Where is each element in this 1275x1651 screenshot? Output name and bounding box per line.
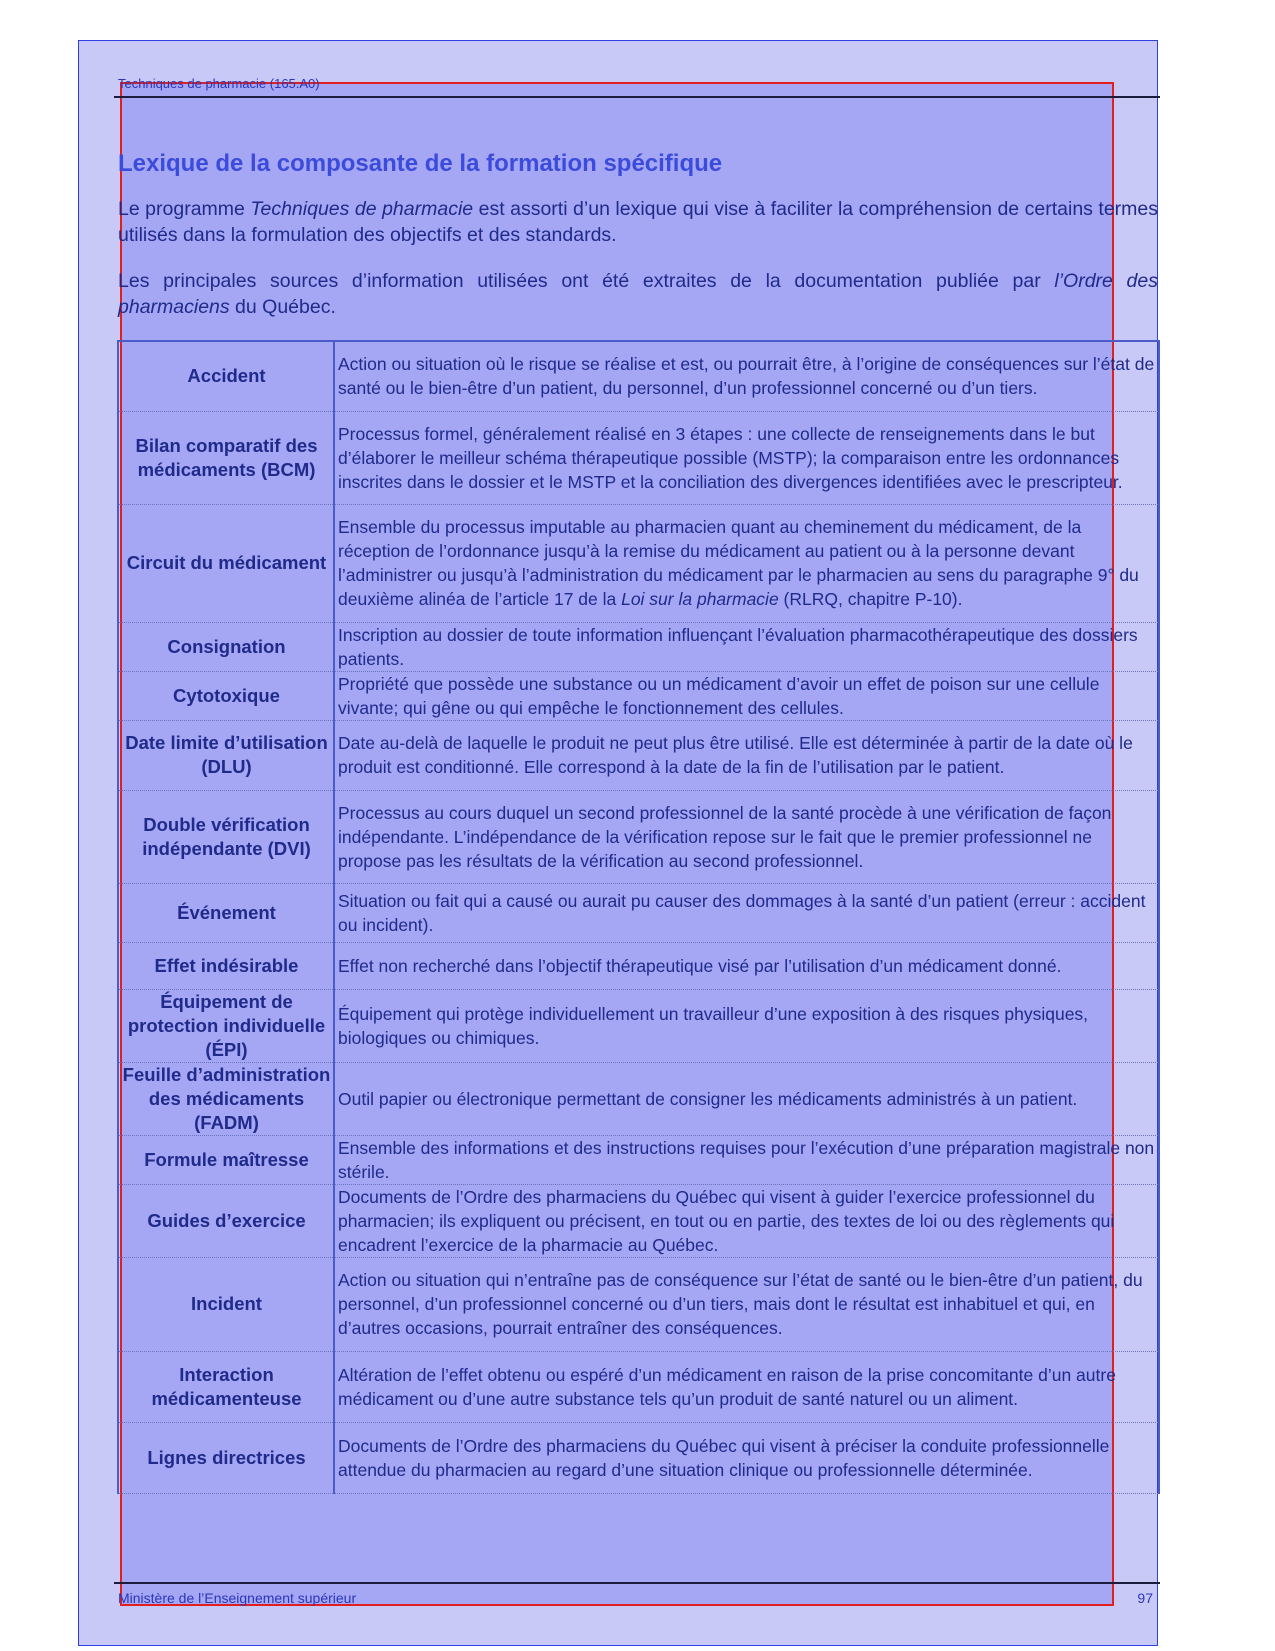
intro-p1-text-b: est assorti d’un lexique qui vise à faciliter la compréhension de certains termes utilisés dans la formulation des objectifs et des standards. bbox=[118, 198, 1158, 246]
lexicon-term: Bilan comparatif des médicaments (BCM) bbox=[118, 411, 334, 504]
intro-p1-text-a: Le programme bbox=[118, 198, 251, 220]
lexicon-term: Équipement de protection individuelle (ÉPI) bbox=[118, 989, 334, 1062]
lexicon-definition: Action ou situation où le risque se réalise et est, ou pourrait être, à l’origine de conséquences sur l’état de santé ou le bien-être d’un patient, du personnel, d’un professionnel concerné ou d’un tiers. bbox=[334, 341, 1159, 411]
lexicon-definition: Ensemble des informations et des instructions requises pour l’exécution d’une préparation magistrale non stérile. bbox=[334, 1135, 1159, 1184]
lexicon-definition: Outil papier ou électronique permettant de consigner les médicaments administrés à un patient. bbox=[334, 1062, 1159, 1135]
lexicon-row bbox=[118, 989, 1159, 1062]
lexicon-definition: Documents de l’Ordre des pharmaciens du Québec qui visent à guider l’exercice professionnel du pharmacien; ils expliquent ou précisent, en tout ou en partie, des textes de loi ou des règlements qui encadrent l’exercice de la pharmacie au Québec. bbox=[334, 1184, 1159, 1257]
lexicon-row bbox=[118, 1184, 1159, 1257]
intro-paragraph-2 bbox=[118, 268, 1158, 320]
footer-ministry: Ministère de l’Enseignement supérieur bbox=[118, 1590, 357, 1606]
lexicon-definition: Équipement qui protège individuellement un travailleur d’une exposition à des risques physiques, biologiques ou chimiques. bbox=[334, 989, 1159, 1062]
definition-text-after: (RLRQ, chapitre P-10). bbox=[778, 589, 963, 609]
lexicon-definition: Date au-delà de laquelle le produit ne peut plus être utilisé. Elle est déterminée à partir de la date où le produit est conditionné. Elle correspond à la date de la fin de l’utilisation par le patient. bbox=[334, 720, 1159, 790]
lexicon-term: Guides d’exercice bbox=[118, 1184, 334, 1257]
lexicon-row bbox=[118, 671, 1159, 720]
lexicon-row bbox=[118, 504, 1159, 622]
lexicon-row bbox=[118, 883, 1159, 942]
lexicon-row bbox=[118, 1135, 1159, 1184]
intro-paragraph-1 bbox=[118, 196, 1158, 248]
lexicon-row bbox=[118, 341, 1159, 411]
intro-p2-text-b: du Québec. bbox=[229, 296, 336, 318]
lexicon-definition: Processus au cours duquel un second professionnel de la santé procède à une vérification de façon indépendante. L’indépendance de la vérification repose sur le fait que le premier professionnel ne propose pas les résultats de la vérification au second professionnel. bbox=[334, 790, 1159, 883]
lexicon-term: Circuit du médicament bbox=[118, 504, 334, 622]
lexicon-term: Consignation bbox=[118, 622, 334, 671]
header-rule bbox=[114, 96, 1160, 98]
lexicon-definition: Processus formel, généralement réalisé en 3 étapes : une collecte de renseignements dans le but d’élaborer le meilleur schéma thérapeutique possible (MSTP); la comparaison entre les ordonnances inscrites dans le dossier et le MSTP et la conciliation des divergences identifiées avec le prescripteur. bbox=[334, 411, 1159, 504]
lexicon-term: Double vérification indépendante (DVI) bbox=[118, 790, 334, 883]
lexicon-term: Effet indésirable bbox=[118, 942, 334, 989]
lexicon-table bbox=[117, 340, 1160, 1494]
lexicon-definition: Situation ou fait qui a causé ou aurait pu causer des dommages à la santé d’un patient (erreur : accident ou incident). bbox=[334, 883, 1159, 942]
lexicon-definition: Effet non recherché dans l’objectif thérapeutique visé par l’utilisation d’un médicament donné. bbox=[334, 942, 1159, 989]
lexicon-term: Formule maîtresse bbox=[118, 1135, 334, 1184]
lexicon-term: Accident bbox=[118, 341, 334, 411]
footer-rule bbox=[114, 1582, 1160, 1584]
definition-italic: Loi sur la pharmacie bbox=[621, 589, 779, 609]
lexicon-row bbox=[118, 1062, 1159, 1135]
lexicon-row bbox=[118, 1422, 1159, 1493]
lexicon-definition: Propriété que possède une substance ou un médicament d’avoir un effet de poison sur une cellule vivante; qui gêne ou qui empêche le fonctionnement des cellules. bbox=[334, 671, 1159, 720]
lexicon-row bbox=[118, 790, 1159, 883]
lexicon-row bbox=[118, 942, 1159, 989]
intro-p2-italic: l’Ordre des pharmaciens bbox=[118, 270, 1158, 318]
lexicon-row bbox=[118, 411, 1159, 504]
lexicon-row bbox=[118, 720, 1159, 790]
definition-text: Ensemble du processus imputable au pharmacien quant au cheminement du médicament, de la réception de l’ordonnance jusqu’à la remise du médicament au patient ou à la personne devant l’administrer ou jusqu’à l’administration du médicament par le pharmacien au sens du paragraphe 9° du deuxième alinéa de l’article 17 de la bbox=[338, 517, 1139, 609]
lexicon-definition: Altération de l’effet obtenu ou espéré d’un médicament en raison de la prise concomitante d’un autre médicament ou d’une autre substance tels qu’un produit de santé naturel ou un aliment. bbox=[334, 1351, 1159, 1422]
lexicon-row bbox=[118, 1257, 1159, 1351]
intro-p1-italic: Techniques de pharmacie bbox=[250, 198, 474, 220]
lexicon-definition: Inscription au dossier de toute information influençant l’évaluation pharmacothérapeutique des dossiers patients. bbox=[334, 622, 1159, 671]
running-header: Techniques de pharmacie (165.A0) bbox=[118, 76, 320, 91]
lexicon-term: Lignes directrices bbox=[118, 1422, 334, 1493]
lexicon-term: Feuille d’administration des médicaments (FADM) bbox=[118, 1062, 334, 1135]
lexicon-term: Incident bbox=[118, 1257, 334, 1351]
section-title: Lexique de la composante de la formation spécifique bbox=[118, 150, 723, 177]
lexicon-definition bbox=[334, 504, 1159, 622]
lexicon-definition: Documents de l’Ordre des pharmaciens du Québec qui visent à préciser la conduite professionnelle attendue du pharmacien au regard d’une situation clinique ou professionnelle déterminée. bbox=[334, 1422, 1159, 1493]
lexicon-term: Cytotoxique bbox=[118, 671, 334, 720]
lexicon-term: Date limite d’utilisation (DLU) bbox=[118, 720, 334, 790]
lexicon-term: Événement bbox=[118, 883, 334, 942]
lexicon-row bbox=[118, 622, 1159, 671]
lexicon-row bbox=[118, 1351, 1159, 1422]
lexicon-definition: Action ou situation qui n’entraîne pas de conséquence sur l’état de santé ou le bien-être d’un patient, du personnel, d’un professionnel concerné ou d’un tiers, mais dont le résultat est inhabituel et qui, en d’autres occasions, pourrait entraîner des conséquences. bbox=[334, 1257, 1159, 1351]
intro-p2-text-a: Les principales sources d’information utilisées ont été extraites de la documentation publiée par bbox=[118, 270, 1055, 292]
lexicon-term: Interaction médicamenteuse bbox=[118, 1351, 334, 1422]
page-number: 97 bbox=[1137, 1590, 1153, 1606]
